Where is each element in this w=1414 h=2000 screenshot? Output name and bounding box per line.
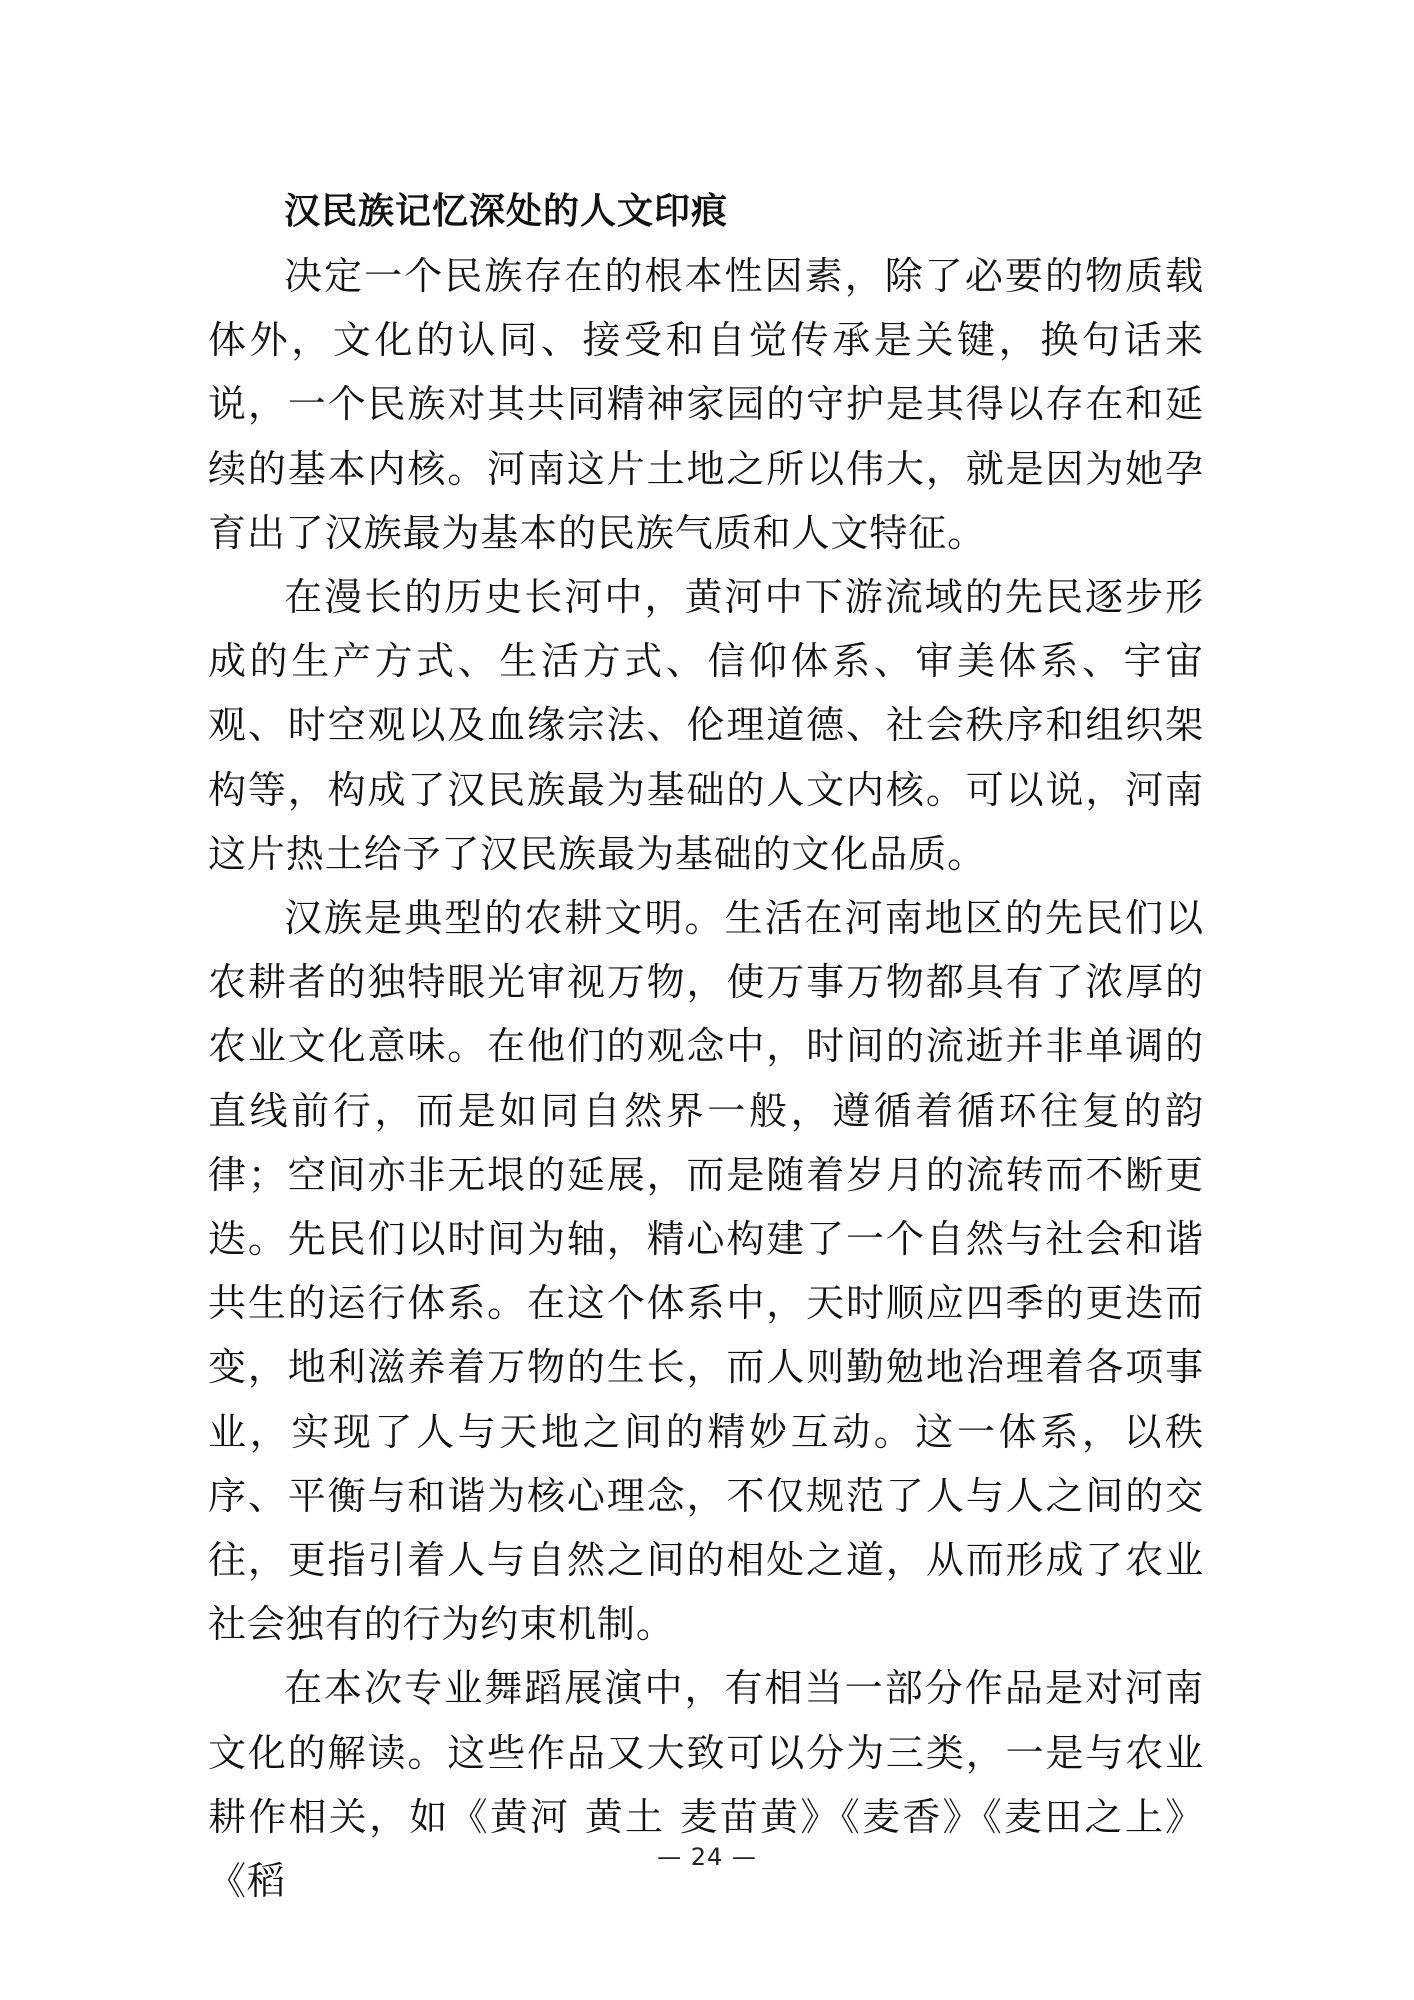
- paragraph-3: 汉族是典型的农耕文明。生活在河南地区的先民们以农耕者的独特眼光审视万物，使万事万物都具有了浓厚的农业文化意味。在他们的观念中，时间的流逝并非单调的直线前行，而是如同自然界一般，遵循着循环往复的韵律；空间亦非无垠的延展，而是随着岁月的流转而不断更迭。先民们以时间为轴，精心构建了一个自然与社会和谐共生的运行体系。在这个体系中，天时顺应四季的更迭而变，地利滋养着万物的生长，而人则勤勉地治理着各项事业，实现了人与天地之间的精妙互动。这一体系，以秩序、平衡与和谐为核心理念，不仅规范了人与人之间的交往，更指引着人与自然之间的相处之道，从而形成了农业社会独有的行为约束机制。: [208, 896, 1204, 1647]
- page-number: — 24 —: [657, 1843, 757, 1871]
- paragraph-1: 决定一个民族存在的根本性因素，除了必要的物质载体外，文化的认同、接受和自觉传承是关键，换句话来说，一个民族对其共同精神家园的守护是其得以存在和延续的基本内核。河南这片土地之所以伟大，就是因为她孕育出了汉族最为基本的民族气质和人文特征。: [208, 254, 1204, 555]
- paragraph-2: 在漫长的历史长河中，黄河中下游流域的先民逐步形成的生产方式、生活方式、信仰体系、审美体系、宇宙观、时空观以及血缘宗法、伦理道德、社会秩序和组织架构等，构成了汉民族最为基础的人文内核。可以说，河南这片热土给予了汉民族最为基础的文化品质。: [208, 575, 1204, 876]
- article-body: [208, 180, 1204, 1913]
- section-heading: 汉民族记忆深处的人文印痕: [284, 191, 729, 232]
- paragraph-4: 在本次专业舞蹈展演中，有相当一部分作品是对河南文化的解读。这些作品又大致可以分为三类，一是与农业耕作相关，如《黄河 黄土 麦苗黄》《麦香》《麦田之上》《稻: [208, 1666, 1204, 1904]
